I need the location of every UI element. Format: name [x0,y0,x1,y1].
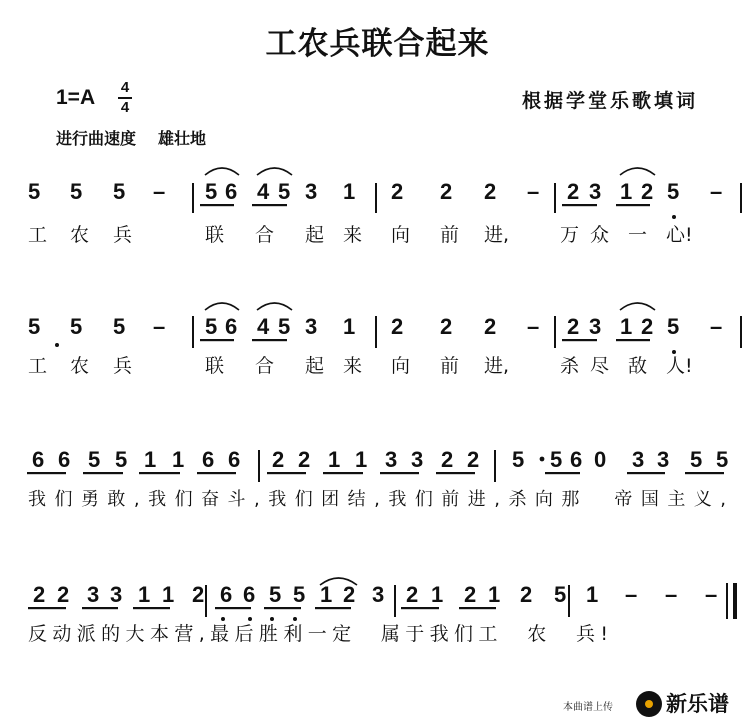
beam-underline [139,472,180,474]
dash-mark: – [527,314,540,339]
lyric-syllable: 进, [484,355,510,377]
beam-underline [627,472,665,474]
note: 3 [372,582,385,607]
beam-underline [83,472,123,474]
note: 3 [589,179,602,204]
slur [205,168,239,175]
lyric-syllable: 众 [590,224,610,246]
barline [192,183,194,213]
barline [205,585,207,617]
beam-underline [545,472,580,474]
note: 5 [205,179,218,204]
beam-underline [200,204,234,206]
note: 2 [467,447,480,472]
barline [258,450,260,482]
barline [375,316,377,348]
note: 5 [667,314,680,339]
beam-underline [323,472,363,474]
slur [257,303,292,310]
lyric-syllable: 兵 [113,355,133,377]
note: 5 [113,314,126,339]
beam-underline [562,339,597,341]
lyric-syllable: 前 [440,355,460,377]
note: 2 [406,582,419,607]
lyric-line: 我们勇敢,我们奋斗,我们团结,我们前进,杀向那 帝国主义, [28,489,726,510]
note: 5 [716,447,729,472]
note: 2 [464,582,477,607]
beam-underline [380,472,419,474]
beam-underline [252,339,287,341]
note: 2 [272,447,285,472]
note: 1 [620,179,633,204]
note: 4 [257,179,270,204]
lyric-syllable: 农 [70,355,90,377]
note: 5 [205,314,218,339]
note: 2 [641,179,654,204]
beam-underline [401,607,439,609]
note: 2 [343,582,356,607]
lyric-syllable: 敌 [628,355,648,377]
note: 5 [667,179,680,204]
barline [554,316,556,348]
lyric-syllable: 万 [560,224,580,246]
note: 3 [87,582,100,607]
note: 2 [567,179,580,204]
octave-dot [672,215,676,219]
note: 5 [70,314,83,339]
slur [620,168,655,175]
lyric-syllable: 合 [255,355,275,377]
lyric-syllable: 联 [205,355,225,377]
note: 2 [440,314,453,339]
octave-dot [221,617,225,621]
octave-dot [248,617,252,621]
octave-dot [293,617,297,621]
lyric-syllable: 起 [305,355,325,377]
note: 5 [88,447,101,472]
note: 6 [58,447,71,472]
note: 6 [570,447,583,472]
note: 1 [162,582,175,607]
beam-underline [200,339,234,341]
note: 1 [144,447,157,472]
lyrics-credit: 根据学堂乐歌填词 [522,90,699,112]
barline [740,316,742,348]
note: 6 [225,314,238,339]
barline [394,585,396,617]
note: 5 [550,447,563,472]
lyric-syllable: 杀 [560,355,580,377]
beam-underline [267,472,306,474]
dash-mark: – [665,582,678,607]
note: 1 [320,582,333,607]
beam-underline [264,607,301,609]
lyric-syllable: 来 [343,355,363,377]
footer-note: 本曲谱上传 [563,702,613,713]
note: 3 [589,314,602,339]
note: 2 [440,179,453,204]
note: 5 [690,447,703,472]
lyric-syllable: 合 [255,224,275,246]
score-title: 工农兵联合起来 [265,26,490,62]
beam-underline [616,339,650,341]
lyric-syllable: 农 [70,224,90,246]
note: 1 [172,447,185,472]
octave-dot [270,617,274,621]
lyric-syllable: 联 [205,224,225,246]
dash-mark: – [153,314,166,339]
expression-text: 雄壮地 [158,129,207,148]
beam-underline [133,607,170,609]
beam-underline [315,607,351,609]
time-bottom: 4 [120,99,130,116]
beam-underline [616,204,650,206]
slur [205,303,239,310]
note: 2 [567,314,580,339]
note: 1 [586,582,599,607]
dash-mark: – [705,582,718,607]
note: 3 [305,179,318,204]
tempo-text: 进行曲速度 [56,129,137,148]
beam-underline [685,472,724,474]
note: 5 [28,314,41,339]
beam-underline [459,607,496,609]
beam-underline [252,204,287,206]
barline [733,583,737,619]
octave-dot [55,343,59,347]
note: 2 [641,314,654,339]
lyric-line: 反动派的大本营,最后胜利一定 属于我们工 农 兵! [28,623,608,645]
beam-underline [436,472,475,474]
lyric-syllable: 前 [440,224,460,246]
lyric-syllable: 心! [666,224,693,246]
slur [620,303,655,310]
note: 5 [554,582,567,607]
note: 5 [293,582,306,607]
note: 6 [202,447,215,472]
note: 2 [298,447,311,472]
note: 5 [278,314,291,339]
note: 6 [243,582,256,607]
note: 2 [484,179,497,204]
note: 2 [33,582,46,607]
key-signature: 1=A [56,86,96,109]
beam-underline [27,472,66,474]
note: 6 [228,447,241,472]
beam-underline [215,607,251,609]
note: 2 [484,314,497,339]
beam-underline [28,607,66,609]
barline [568,585,570,617]
lyric-syllable: 向 [391,355,411,377]
note: 3 [305,314,318,339]
beam-underline [82,607,118,609]
note: 2 [391,314,404,339]
lyric-syllable: 工 [28,224,48,246]
note: 6 [32,447,45,472]
note: 3 [110,582,123,607]
lyric-syllable: 兵 [113,224,133,246]
dash-mark: – [710,314,723,339]
barline [375,183,377,213]
dash-mark: – [710,179,723,204]
record-logo-icon [636,691,662,717]
octave-dot [672,350,676,354]
note: 1 [355,447,368,472]
barline [554,183,556,213]
note: 5 [115,447,128,472]
lyric-syllable: 人! [666,355,693,377]
time-top: 4 [120,79,130,96]
note: 2 [192,582,205,607]
note: 5 [28,179,41,204]
note: 1 [620,314,633,339]
note: 1 [431,582,444,607]
note: 5 [278,179,291,204]
note: 4 [257,314,270,339]
note: 6 [220,582,233,607]
beam-underline [562,204,597,206]
barline [740,183,742,213]
barline [494,450,496,482]
dash-mark: – [527,179,540,204]
dash-mark: – [153,179,166,204]
lyric-syllable: 进, [484,224,510,246]
note: 1 [328,447,341,472]
note: 3 [411,447,424,472]
note: 5 [269,582,282,607]
note: 5 [512,447,525,472]
note: 5 [113,179,126,204]
note: 1 [343,179,356,204]
note: 2 [441,447,454,472]
barline [726,583,728,619]
dot-mark [540,457,545,462]
barline [192,316,194,348]
slur [257,168,292,175]
note: 2 [520,582,533,607]
note: 1 [488,582,501,607]
note: 1 [343,314,356,339]
lyric-syllable: 工 [28,355,48,377]
note: 5 [70,179,83,204]
note: 3 [632,447,645,472]
note: 6 [225,179,238,204]
lyric-syllable: 向 [391,224,411,246]
note: 3 [657,447,670,472]
dash-mark: – [625,582,638,607]
note: 1 [138,582,151,607]
note: 3 [385,447,398,472]
lyric-syllable: 一 [628,224,648,246]
lyric-syllable: 来 [343,224,363,246]
note: 2 [57,582,70,607]
lyric-syllable: 起 [305,224,325,246]
lyric-syllable: 尽 [590,355,610,377]
site-logo-text: 新乐谱 [666,692,729,716]
beam-underline [197,472,236,474]
note: 0 [594,447,607,472]
note: 2 [391,179,404,204]
